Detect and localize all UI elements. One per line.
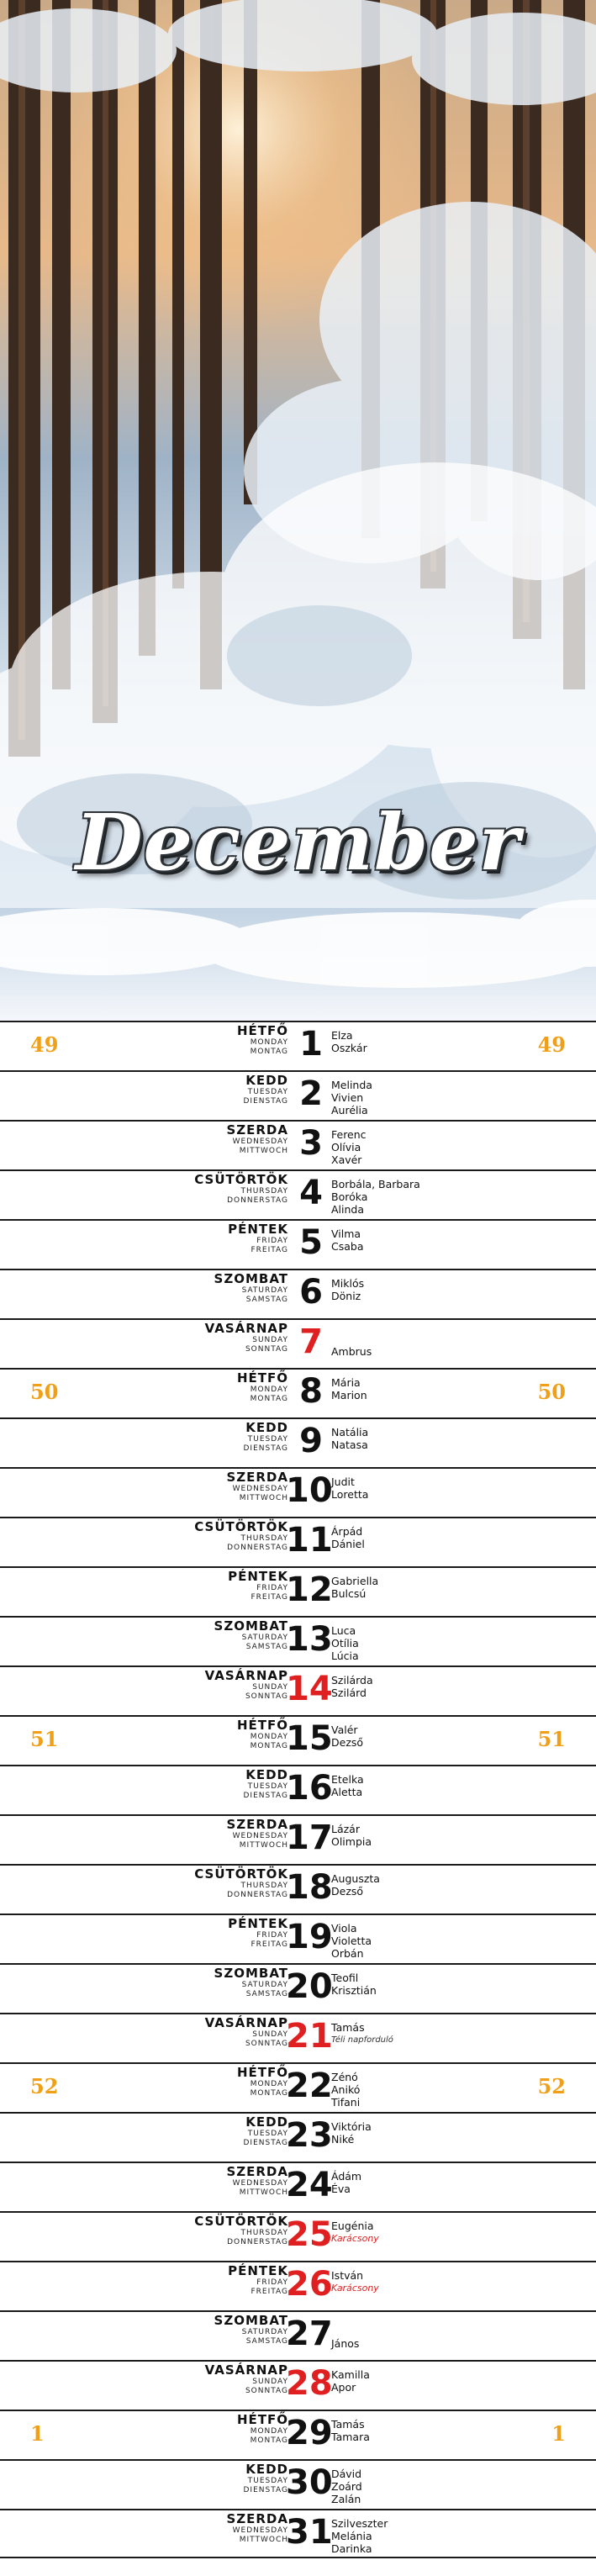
day-number: 25 [286,2215,333,2254]
name-day: Otília [331,1637,359,1650]
day-number: 14 [286,1670,333,1708]
day-name-hungarian: VASÁRNAP [204,1668,288,1683]
name-day-list [331,1575,378,1600]
name-day: Natasa [331,1438,368,1451]
name-day: István [331,2269,364,2282]
name-day-list [331,1079,372,1116]
name-day: Anikó [331,2083,361,2096]
name-day-list [331,2021,393,2046]
day-row [0,1616,596,1665]
day-row [0,2062,596,2112]
week-number-right: 50 [537,1380,566,1404]
name-day: Aletta [331,1786,363,1798]
day-name-block [244,1422,289,1453]
holiday-label: Karácsony [331,2283,379,2294]
day-name-hungarian: CSÜTÖRTÖK [194,1519,288,1534]
day-name-block [237,1372,288,1403]
day-row [0,2310,596,2360]
day-number: 5 [299,1223,323,1262]
day-row [0,2112,596,2162]
week-number-right: 49 [537,1032,566,1057]
day-name-english: MONDAY [250,1733,288,1741]
day-name-block [214,1273,288,1304]
day-name-block [205,1322,288,1354]
day-name-german: DIENSTAG [243,1792,288,1800]
day-name-hungarian: SZOMBAT [214,1966,288,1981]
name-day: Viola [331,1922,357,1935]
day-name-block [226,1124,288,1155]
day-name-hungarian: VASÁRNAP [204,1321,288,1336]
day-name-german: MITTWOCH [239,2536,288,2544]
name-day: Szilveszter [331,2517,388,2530]
day-name-hungarian: SZERDA [226,2511,288,2526]
day-row [0,1914,596,1963]
day-name-hungarian: KEDD [245,1073,288,1088]
day-name-hungarian: KEDD [245,2114,288,2130]
name-day: Alinda [331,1203,365,1216]
day-number: 23 [286,2116,333,2155]
day-name-english: THURSDAY [240,1187,288,1196]
day-name-block [214,1620,288,1651]
name-day: Krisztián [331,1984,377,1997]
name-day-list [331,1872,380,1898]
name-day: Darinka [331,2542,372,2555]
name-day: Melánia [331,2530,372,2542]
day-name-english: FRIDAY [256,1237,288,1245]
month-title: December [75,797,521,888]
day-row [0,2162,596,2211]
name-day-list [331,1723,363,1749]
day-name-german: DIENSTAG [243,2486,288,2494]
day-name-german: SAMSTAG [245,1990,288,1998]
day-name-german: FREITAG [251,1940,288,1949]
name-day-list [331,1475,368,1501]
calendar-days-list [0,1021,596,2558]
day-number: 12 [286,1570,333,1609]
day-name-hungarian: HÉTFŐ [236,2065,288,2080]
day-number: 10 [286,1471,333,1510]
name-day: Tamara [331,2431,370,2443]
day-row [0,1269,596,1318]
day-name-hungarian: VASÁRNAP [204,2362,288,2378]
name-day: Dániel [331,1538,365,1550]
day-name-english: SUNDAY [252,2030,288,2039]
name-day: Viktória [331,2120,372,2133]
name-day: Lúcia [331,1650,359,1662]
name-day: Csaba [331,1240,364,1253]
day-name-block [226,2513,288,2544]
day-name-block [194,1174,288,1205]
week-number-left: 1 [30,2421,45,2446]
day-number: 22 [286,2067,333,2105]
day-name-hungarian: SZERDA [226,1122,288,1138]
name-day-list [331,1922,372,1960]
day-name-german: MONTAG [250,1048,288,1056]
day-number: 4 [299,1174,323,1212]
day-name-german: SAMSTAG [245,2337,288,2346]
day-name-hungarian: PÉNTEK [228,1916,288,1931]
week-number-left: 50 [30,1380,59,1404]
day-name-hungarian: PÉNTEK [228,1222,288,1237]
day-name-german: FREITAG [251,2288,288,2296]
name-day: Tamás [331,2021,365,2034]
day-row [0,1765,596,1814]
day-row [0,2410,596,2459]
day-name-block [244,1074,289,1106]
day-number: 19 [286,1918,333,1956]
day-row [0,1368,596,1417]
name-day-list [331,1029,367,1054]
name-day-list [331,2170,361,2195]
day-name-german: SAMSTAG [245,1296,288,1304]
day-name-english: TUESDAY [247,1435,288,1444]
name-day-list [331,1426,368,1451]
day-row [0,1665,596,1715]
day-row [0,1963,596,2013]
day-name-english: SUNDAY [252,2378,288,2386]
day-name-block [226,1819,288,1850]
name-day-list [331,2337,359,2350]
day-number: 15 [286,1719,333,1758]
name-day: Teofil [331,1972,359,1984]
day-name-block [237,2067,288,2098]
day-number: 20 [286,1967,333,2006]
day-number: 9 [299,1422,323,1460]
day-name-german: DONNERSTAG [227,1196,288,1205]
day-name-english: TUESDAY [247,2477,288,2485]
day-name-block [244,2463,289,2494]
name-day-list [331,1128,367,1166]
day-name-block [228,1223,288,1254]
day-name-english: TUESDAY [247,1088,288,1096]
day-row [0,1715,596,1765]
day-row [0,1417,596,1467]
day-name-english: MONDAY [250,1386,288,1394]
day-name-block [237,2414,288,2445]
name-day: Lázár [331,1823,360,1835]
name-day-list [331,2071,360,2109]
day-name-english: THURSDAY [240,1882,288,1890]
week-number-right: 51 [537,1727,566,1751]
day-number: 18 [286,1868,333,1907]
day-name-block [214,1967,288,1998]
day-name-german: MITTWOCH [239,1841,288,1850]
day-row [0,1814,596,1864]
name-day: Borbála, Barbara [331,1178,420,1190]
week-number-right: 1 [551,2421,566,2446]
day-number: 28 [286,2364,333,2403]
day-name-german: MONTAG [250,1395,288,1403]
day-name-hungarian: PÉNTEK [228,2263,288,2278]
name-day-list [331,1227,364,1253]
name-day: Gabriella [331,1575,379,1587]
name-day: Miklós [331,1277,365,1290]
day-number: 2 [299,1074,323,1113]
day-name-german: MITTWOCH [239,1147,288,1155]
name-day: Olimpia [331,1835,372,1848]
day-name-hungarian: SZERDA [226,1817,288,1832]
day-name-english: TUESDAY [247,1782,288,1791]
name-day: Ádám [331,2170,362,2183]
day-name-hungarian: HÉTFŐ [236,2412,288,2427]
day-name-block [194,2215,288,2246]
day-name-block [194,1868,288,1899]
day-row [0,1864,596,1914]
name-day-list [331,1972,377,1997]
day-name-english: WEDNESDAY [232,2526,288,2535]
day-name-english: THURSDAY [240,1534,288,1543]
day-name-english: SATURDAY [241,1286,288,1295]
day-name-block [214,2315,288,2346]
name-day: Bulcsú [331,1587,367,1600]
name-day: Auguszta [331,1872,380,1885]
day-name-hungarian: VASÁRNAP [204,2015,288,2030]
name-day: Olívia [331,1141,361,1153]
day-name-german: SONNTAG [245,2387,288,2395]
day-name-english: FRIDAY [256,1584,288,1592]
day-number: 27 [286,2315,333,2353]
name-day: Ambrus [331,1345,372,1358]
name-day: Árpád [331,1525,363,1538]
name-day: Valér [331,1723,358,1736]
day-name-hungarian: PÉNTEK [228,1569,288,1584]
day-number: 3 [299,1124,323,1163]
name-day: Ferenc [331,1128,367,1141]
day-name-english: MONDAY [250,2427,288,2436]
name-day-list [331,1624,359,1662]
name-day-list [331,1178,420,1216]
name-day: Eugénia [331,2220,374,2232]
name-day: Judit [331,1475,355,1488]
day-number: 24 [286,2166,333,2204]
day-name-hungarian: CSÜTÖRTÖK [194,1172,288,1187]
name-day-list [331,2269,379,2294]
day-number: 6 [299,1273,323,1312]
day-name-english: SATURDAY [241,1634,288,1642]
day-number: 7 [299,1322,323,1361]
name-day: János [331,2337,360,2350]
name-day: Szilárda [331,1674,373,1687]
week-number-left: 51 [30,1727,59,1751]
name-day: Oszkár [331,1042,367,1054]
name-day: Dávid [331,2468,362,2480]
day-row [0,2211,596,2261]
day-name-german: FREITAG [251,1246,288,1254]
day-row [0,1467,596,1517]
day-name-german: SAMSTAG [245,1643,288,1651]
day-name-block [228,2265,288,2296]
day-row [0,1566,596,1616]
week-number-right: 52 [537,2074,566,2098]
name-day-list [331,1525,365,1550]
day-row [0,2509,596,2558]
day-row [0,1021,596,1070]
name-day: Elza [331,1029,353,1042]
day-row [0,1219,596,1269]
name-day: Zoárd [331,2480,362,2493]
day-name-hungarian: SZOMBAT [214,1271,288,1286]
day-name-hungarian: CSÜTÖRTÖK [194,1866,288,1882]
name-day: Vilma [331,1227,361,1240]
day-name-german: DIENSTAG [243,1097,288,1106]
day-name-english: SUNDAY [252,1683,288,1692]
day-name-hungarian: HÉTFŐ [236,1370,288,1386]
day-row [0,1120,596,1169]
week-number-left: 49 [30,1032,59,1057]
day-name-block [244,2116,289,2147]
day-name-hungarian: KEDD [245,1767,288,1782]
winter-forest-photo [0,0,596,1021]
day-name-english: WEDNESDAY [232,1832,288,1840]
day-name-hungarian: HÉTFŐ [236,1718,288,1733]
day-name-block [237,1719,288,1750]
day-name-english: MONDAY [250,2080,288,2088]
day-name-block [205,1670,288,1701]
day-name-german: MONTAG [250,2089,288,2098]
name-day-list [331,2120,372,2146]
name-day: Melinda [331,1079,372,1091]
name-day-list [331,1674,373,1699]
day-name-english: FRIDAY [256,1931,288,1940]
name-day-list [331,1823,372,1848]
name-day: Xavér [331,1153,362,1166]
day-name-block [228,1918,288,1949]
day-name-block [226,1471,288,1502]
day-name-block [205,2017,288,2048]
name-day: Luca [331,1624,356,1637]
name-day: Szilárd [331,1687,367,1699]
day-row [0,2459,596,2509]
day-name-german: SONNTAG [245,1692,288,1701]
name-day: Tifani [331,2096,361,2109]
name-day: Etelka [331,1773,364,1786]
day-name-block [194,1521,288,1552]
name-day: Zalán [331,2493,361,2505]
day-name-german: FREITAG [251,1593,288,1602]
day-name-german: MITTWOCH [239,1494,288,1502]
day-name-english: SATURDAY [241,1981,288,1989]
day-name-english: SUNDAY [252,1336,288,1344]
day-row [0,1070,596,1120]
day-name-german: MITTWOCH [239,2188,288,2197]
name-day-list [331,2220,379,2245]
name-day: Kamilla [331,2368,370,2381]
day-name-block [244,1769,289,1800]
day-name-german: MONTAG [250,2436,288,2445]
name-day: Niké [331,2133,355,2146]
day-number: 16 [286,1769,333,1808]
name-day-list [331,1376,367,1401]
day-row [0,2360,596,2410]
day-row [0,1169,596,1219]
day-name-german: SONNTAG [245,2040,288,2048]
day-number: 13 [286,1620,333,1659]
day-name-block [226,2166,288,2197]
day-number: 30 [286,2463,333,2502]
day-name-hungarian: SZOMBAT [214,2313,288,2328]
name-day: Loretta [331,1488,369,1501]
day-name-german: MONTAG [250,1742,288,1750]
name-day-list [331,1345,372,1358]
name-day: Éva [331,2183,351,2195]
day-name-block [237,1025,288,1056]
name-day: Dezső [331,1736,364,1749]
special-day-note: Téli napforduló [331,2035,393,2045]
day-name-german: DIENSTAG [243,1444,288,1453]
day-name-hungarian: SZERDA [226,2164,288,2179]
name-day: Tamás [331,2418,365,2431]
day-name-german: DONNERSTAG [227,2238,288,2246]
day-row [0,2261,596,2310]
day-name-english: WEDNESDAY [232,2179,288,2188]
day-name-english: THURSDAY [240,2229,288,2237]
day-number: 29 [286,2414,333,2452]
day-name-german: DONNERSTAG [227,1544,288,1552]
day-number: 21 [286,2017,333,2056]
name-day: Apor [331,2381,356,2394]
name-day: Natália [331,1426,369,1438]
name-day-list [331,1277,364,1302]
day-name-german: DONNERSTAG [227,1891,288,1899]
day-name-hungarian: SZOMBAT [214,1618,288,1634]
day-number: 8 [299,1372,323,1411]
day-name-english: SATURDAY [241,2328,288,2336]
day-number: 17 [286,1819,333,1857]
name-day-list [331,2418,370,2443]
day-row [0,2013,596,2062]
day-name-english: WEDNESDAY [232,1138,288,1146]
day-name-english: FRIDAY [256,2278,288,2287]
name-day: Boróka [331,1190,368,1203]
day-name-block [205,2364,288,2395]
day-number: 1 [299,1025,323,1064]
holiday-label: Karácsony [331,2233,379,2244]
day-row [0,1318,596,1368]
day-name-block [228,1570,288,1602]
name-day: Vivien [331,1091,364,1104]
day-name-hungarian: KEDD [245,2462,288,2477]
day-name-hungarian: KEDD [245,1420,288,1435]
name-day: Zénó [331,2071,358,2083]
name-day-list [331,2517,388,2555]
day-name-hungarian: SZERDA [226,1470,288,1485]
name-day: Violetta [331,1935,372,1947]
day-name-english: WEDNESDAY [232,1485,288,1493]
day-name-english: TUESDAY [247,2130,288,2138]
day-number: 11 [286,1521,333,1560]
name-day: Aurélia [331,1104,368,1116]
day-name-german: SONNTAG [245,1345,288,1354]
day-row [0,1517,596,1566]
day-number: 31 [286,2513,333,2552]
name-day-list [331,2468,362,2505]
name-day: Döniz [331,1290,361,1302]
name-day-list [331,2368,370,2394]
name-day: Mária [331,1376,361,1389]
day-number: 26 [286,2265,333,2304]
name-day: Dezső [331,1885,364,1898]
week-number-left: 52 [30,2074,59,2098]
name-day: Orbán [331,1947,364,1960]
day-name-hungarian: CSÜTÖRTÖK [194,2214,288,2229]
name-day: Marion [331,1389,367,1401]
day-name-hungarian: HÉTFŐ [236,1023,288,1038]
day-name-german: DIENSTAG [243,2139,288,2147]
day-name-english: MONDAY [250,1038,288,1047]
name-day-list [331,1773,364,1798]
